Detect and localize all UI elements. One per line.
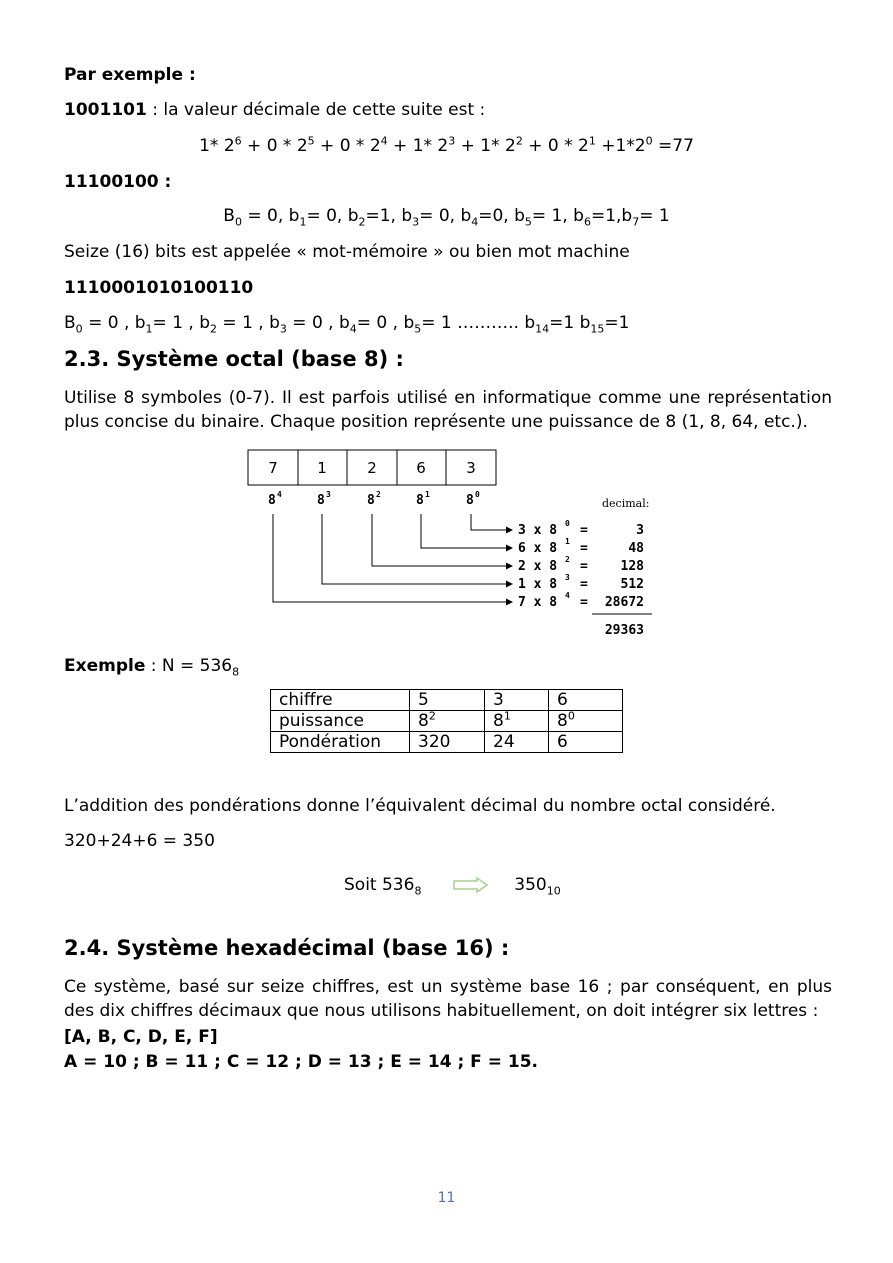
svg-text:4: 4 <box>565 591 570 600</box>
conversion-row-value: 48 <box>628 541 644 556</box>
svg-text:3: 3 <box>565 573 570 582</box>
hex-paragraph: Ce système, basé sur seize chiffres, est un système base 16 ; par conséquent, en plus des dix chiffres décimaux que nous utilisons habituellement, on doit intégrer six lettres : <box>64 977 832 1021</box>
digit-cell: 3 <box>466 459 476 477</box>
digit-cell: 6 <box>416 459 426 477</box>
example-3-formula: $B_0 = 0$ , $b_1= 1$ , $b_2 = 1$ , $b_3 = 0$ , $b_4= 0$ , $b_5= 1$ ……….. $b_{14}=1$ $b_{15}=1$ <box>64 313 630 336</box>
svg-text:=: = <box>580 523 588 538</box>
sum-text: 320+24+6 = 350 <box>64 831 215 851</box>
table-row <box>271 732 623 753</box>
page-number: 11 <box>437 1190 456 1206</box>
table-cell: chiffre <box>271 690 410 711</box>
exemple-label: Exemple <box>64 656 146 676</box>
table-cell: 6 <box>549 690 623 711</box>
conversion-row-expr: 6 x 8 <box>518 541 558 556</box>
digit-cell: 1 <box>317 459 327 477</box>
octal-conversion-figure <box>240 448 660 643</box>
digit-cell: 2 <box>367 459 377 477</box>
example-3-bits: 1110001010100110 <box>64 278 254 298</box>
table-cell: 320 <box>410 732 485 753</box>
svg-text:0: 0 <box>565 519 570 528</box>
digits <box>268 459 476 477</box>
conversion-row-value: 28672 <box>604 595 644 610</box>
table-cell: $8^0$ <box>549 711 623 732</box>
svg-text:1: 1 <box>425 490 430 499</box>
svg-text:8: 8 <box>466 493 474 508</box>
right-arrow-icon <box>453 877 489 893</box>
table-cell: 5 <box>410 690 485 711</box>
conversion-row-expr: 3 x 8 <box>518 523 558 538</box>
table-row <box>271 711 623 732</box>
exemple-line: Exemple : $N = 536_8$ <box>64 656 240 679</box>
conversion-row-expr: 2 x 8 <box>518 559 558 574</box>
svg-text:=: = <box>580 577 588 592</box>
conversion-row-value: 128 <box>620 559 644 574</box>
section-hex-heading: 2.4. Système hexadécimal (base 16) : <box>64 936 510 960</box>
addition-text: L’addition des pondérations donne l’équivalent décimal du nombre octal considéré. <box>64 796 776 816</box>
conversion-total: 29363 <box>604 623 644 638</box>
svg-text:8: 8 <box>268 493 276 508</box>
svg-text:8: 8 <box>367 493 375 508</box>
conversion-row-value: 3 <box>636 523 644 538</box>
svg-text:8: 8 <box>317 493 325 508</box>
svg-text:2: 2 <box>376 490 381 499</box>
word-definition: Seize (16) bits est appelée « mot-mémoire » ou bien mot machine <box>64 242 630 262</box>
example-2-bits: 11100100 : <box>64 172 172 192</box>
svg-text:4: 4 <box>277 490 282 499</box>
example-1-formula: 1* $2^6 + 0 * 2^5 + 0 * 2^4 + 1*$ $2^3 + 1*$ $2^2 + 0 * 2^1 +1*2^0 =77$ <box>199 134 694 156</box>
svg-text:0: 0 <box>475 490 480 499</box>
table-cell: $8^1$ <box>485 711 549 732</box>
conversion-rows <box>518 519 644 610</box>
table-cell: 3 <box>485 690 549 711</box>
digit-cell: 7 <box>268 459 278 477</box>
conversion-row-expr: 7 x 8 <box>518 595 558 610</box>
decimal-label: decimal: <box>602 497 650 510</box>
table-cell: puissance <box>271 711 410 732</box>
svg-text:=: = <box>580 595 588 610</box>
table-cell: 24 <box>485 732 549 753</box>
conversion-row-value: 512 <box>620 577 644 592</box>
table-row <box>271 690 623 711</box>
ponderation-table <box>270 689 623 753</box>
svg-text:1: 1 <box>565 537 570 546</box>
svg-text:3: 3 <box>326 490 331 499</box>
conversion-row-expr: 1 x 8 <box>518 577 558 592</box>
example-1-bits: 1001101 <box>64 100 147 120</box>
svg-text:=: = <box>580 541 588 556</box>
hex-letters: [A, B, C, D, E, F] <box>64 1027 218 1047</box>
section-octal-heading: 2.3. Système octal (base 8) : <box>64 347 404 371</box>
soit-line: Soit $536_8$ $350_{10}$ <box>344 875 561 898</box>
octal-paragraph: Utilise 8 symboles (0-7). Il est parfois utilisé en informatique comme une représentation plus concise du binaire. Chaque position représente une puissance de 8 (1, 8, 64, etc.). <box>64 388 832 432</box>
connector-lines <box>273 514 512 602</box>
svg-text:8: 8 <box>416 493 424 508</box>
svg-text:2: 2 <box>565 555 570 564</box>
example-heading: Par exemple : <box>64 65 196 85</box>
example-2-formula: $B_0 = 0$, $b_1= 0$, $b_2=1$, $b_3= 0$, $b_4=0$, $b_5= 1$, $b_6=1,b_7= 1$ <box>223 206 670 229</box>
power-labels <box>268 490 480 508</box>
table-cell: Pondération <box>271 732 410 753</box>
svg-text:=: = <box>580 559 588 574</box>
example-1-line <box>64 99 485 121</box>
hex-values: A = 10 ; B = 11 ; C = 12 ; D = 13 ; E = 14 ; F = 15. <box>64 1052 538 1072</box>
table-cell: 6 <box>549 732 623 753</box>
table-cell: $8^2$ <box>410 711 485 732</box>
example-1-text: : la valeur décimale de cette suite est : <box>146 100 486 120</box>
